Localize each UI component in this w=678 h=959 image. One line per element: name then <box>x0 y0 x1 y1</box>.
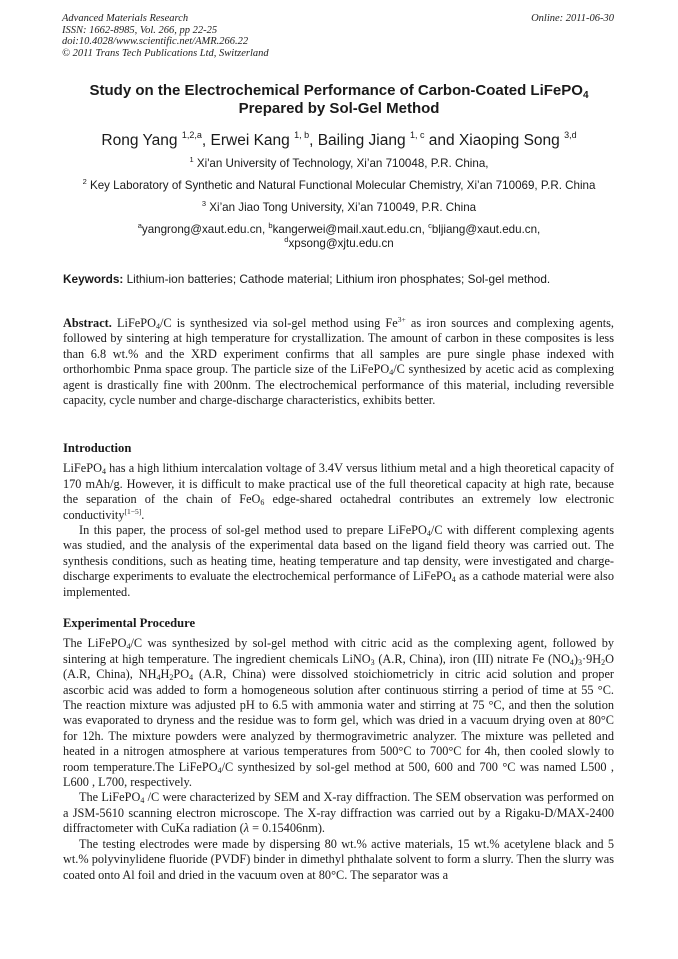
issn-line: ISSN: 1662-8985, Vol. 266, pp 22-25 <box>62 24 218 36</box>
aff-2-text: Key Laboratory of Synthetic and Natural Functional Molecular Chemistry, Xi’an 710069, P.R. China <box>89 179 596 192</box>
email-a[interactable]: yangrong@xaut.edu.cn, <box>141 223 269 236</box>
author-3: Bailing Jiang <box>317 132 406 149</box>
exp-paragraph-1: The LiFePO$_4$/C was synthesized by sol-gel method with citric acid as the complexing agent, followed by sintering at high temperature. The ingredient chemicals LiNO$_3$ (A.R, China), iron (III) nitrate Fe $(NO_4)_3\cdot 9H_2O$ (A.R, China), $NH_4H_2PO_4$ (A.R, China) were dissolved stoichiometricly in citric acid solution and proper ascorbic acid was added to form a homogeneous solution after continuous stirring a period of time at 55 °C. The reaction mixture was adjusted pH to 6.5 with ammonia water and stirring at 75 °C, and then the solution was evaporated to dryness and the residue was to form gel, which was dried in a vacuum drying oven at 80°C for 12h. The mixture powders were analyzed by thermogravimetric analyzer. The mixture was pelleted and heated in a nitrogen atmosphere at various temperatures from 500°C to 700°C for 4h, then cooled slowly to room temperature.The LiFePO$_4$/C synthesized by sol-gel method at 500, 600 and 700 °C was named L500 , L600 , L700, respectively. <box>63 636 615 790</box>
author-2: Erwei Kang <box>210 132 290 149</box>
introduction-section <box>63 441 614 600</box>
online-date: Online: 2011-06-30 <box>531 13 614 24</box>
email-b[interactable]: kangerwei@mail.xaut.edu.cn, <box>272 223 429 236</box>
email-line-1 <box>40 223 638 237</box>
author-4-affil: 3,d <box>564 130 577 140</box>
exp-paragraph-2: The LiFePO$_4$ /C were characterized by SEM and X-ray diffraction. The SEM observation was performed on a JSM-5610 scanning electron microscope. The X-ray diffraction was carried out by a Rigaku-D/MAX-2400 diffractometer with CuKa radiation (λ = 0.15406nm). <box>63 790 614 836</box>
email-d[interactable]: xpsong@xjtu.edu.cn <box>288 237 394 250</box>
author-2-affil: 1, b <box>294 130 310 140</box>
affiliation-2 <box>40 179 638 193</box>
abstract-text: /C synthesized by acetic acid as complexing agent is drastically fine with 200nm. The electrochemical performance of this material, including reversible capacity, cycle number and charge-discharge characteristics, exhibits better. <box>63 362 614 408</box>
email-line-2 <box>40 237 638 251</box>
author-sep: , <box>309 132 318 149</box>
author-and: and <box>424 132 459 149</box>
keywords-text: Lithium-ion batteries; Cathode material; Lithium iron phosphates; Sol-gel method. <box>123 272 551 286</box>
email-a-sup: a <box>137 221 142 230</box>
paper-title <box>40 82 638 118</box>
abstract <box>63 316 614 408</box>
keywords <box>63 272 623 286</box>
subscript: 4 <box>389 368 394 378</box>
experimental-heading: Experimental Procedure <box>63 616 196 630</box>
email-c[interactable]: bljiang@xaut.edu.cn, <box>431 223 541 236</box>
citation: [1−5] <box>124 506 142 516</box>
exp-paragraph-3: The testing electrodes were made by dispersing 80 wt.% active materials, 15 wt.% acetylene black and 5 wt.% polyvinylidene fluoride (PVDF) binder in dimethyl phthalate solvent to form a slurry. Then the slurry was coated onto Al foil and dried in the vacuum oven at 80°C. The separator was a <box>63 836 614 882</box>
title-subscript: 4 <box>582 90 589 101</box>
journal-header <box>62 13 614 59</box>
author-3-affil: 1, c <box>409 130 425 140</box>
copyright-line: © 2011 Trans Tech Publications Ltd, Switzerland <box>62 47 269 59</box>
title-line-1: Study on the Electrochemical Performance of Carbon-Coated LiFePO <box>89 82 583 99</box>
author-1-affil: 1,2,a <box>181 130 202 140</box>
journal-name: Advanced Materials Research <box>62 13 189 24</box>
aff-3-text: Xi’an Jiao Tong University, Xi’an 710049, P.R. China <box>209 201 477 214</box>
abstract-label: Abstract. <box>63 316 112 330</box>
subscript: 4 <box>155 322 160 331</box>
aff-2-num: 2 <box>82 177 87 186</box>
email-d-sup: d <box>284 235 289 244</box>
aff-1-num: 1 <box>189 155 194 164</box>
introduction-heading: Introduction <box>63 441 132 455</box>
author-list <box>40 132 638 150</box>
abstract-text: /C is synthesized via sol-gel method using Fe <box>159 316 398 330</box>
superscript: 3+ <box>397 315 406 324</box>
doi-line: doi:10.4028/www.scientific.net/AMR.266.22 <box>62 36 249 48</box>
aff-1-text: Xi'an University of Technology, Xi’an 710048, P.R. China, <box>196 157 489 170</box>
author-1: Rong Yang <box>101 132 178 149</box>
affiliation-1 <box>40 157 638 171</box>
author-4: Xiaoping Song <box>458 132 560 149</box>
title-line-2: Prepared by Sol-Gel Method <box>238 100 440 117</box>
affiliation-3 <box>40 201 638 215</box>
email-b-sup: b <box>268 221 273 230</box>
keywords-label: Keywords: <box>63 272 124 286</box>
intro-paragraph-2: In this paper, the process of sol-gel method used to prepare LiFePO$_4$/C with different complexing agents was studied, and the analysis of the experimental data based on the ligand field theory was carried out. The synthesis conditions, such as heating time, heating temperature and tap density, were investigated and charge-discharge experiments to evaluate the electrochemical performance of LiFePO$_4$ as a cathode material were also implemented. <box>63 523 614 599</box>
email-c-sup: c <box>428 221 432 230</box>
abstract-text: as iron sources and complexing agents, followed by sintering at high temperature for crystallization. The amount of carbon in these composites is less than 6.8 wt.% and the XRD experiment confirms that all samples are pure single phase indexed with orthorhombic Pnma space group. The particle size of the LiFePO <box>63 316 614 377</box>
author-sep: , <box>201 132 211 149</box>
aff-3-num: 3 <box>201 199 207 208</box>
abstract-text: LiFePO <box>111 316 156 330</box>
intro-paragraph-1: LiFePO$_4$ has a high lithium intercalation voltage of 3.4V versus lithium metal and a high theoretical capacity of 170 mAh/g. However, it is difficult to make practical use of the full theoretical capacity at high rate, because the separation of the chain of FeO$_6$ edge-shared octahedral contributes an extremely low electronic conductivity[1−5]. <box>63 461 614 522</box>
experimental-section <box>63 616 614 883</box>
